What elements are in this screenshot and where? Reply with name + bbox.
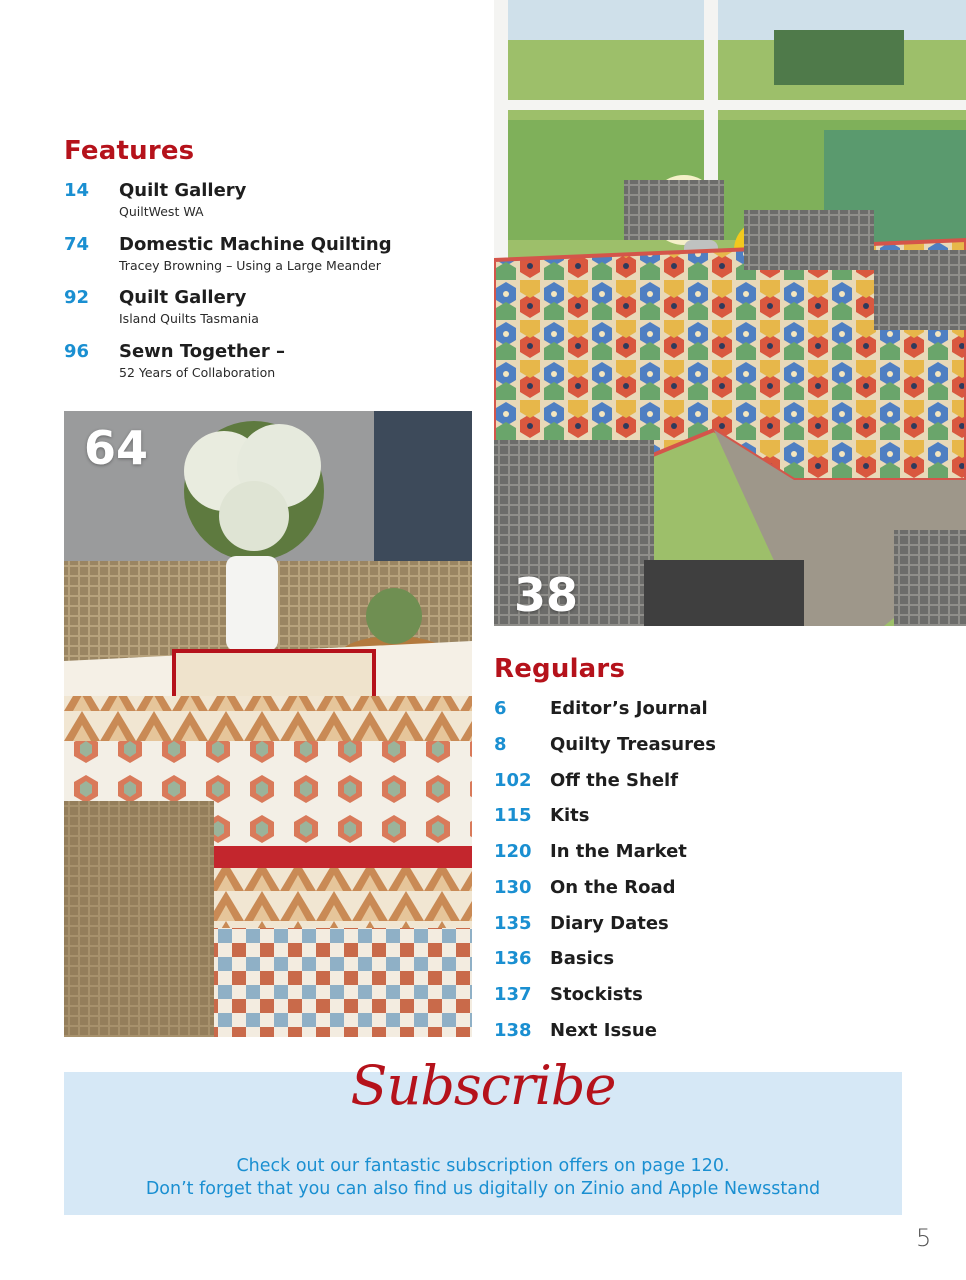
regulars-heading: Regulars — [494, 654, 626, 684]
feature-title: Quilt Gallery — [119, 180, 247, 201]
regular-title: Editor’s Journal — [550, 698, 708, 719]
regular-page-number: 115 — [494, 805, 532, 826]
regular-item[interactable] — [494, 948, 824, 974]
regular-title: Basics — [550, 948, 615, 969]
quilt-photo-64[interactable] — [64, 411, 472, 1037]
feature-page-number: 92 — [64, 287, 90, 308]
quilt-photo-38-image — [494, 0, 966, 626]
feature-title: Domestic Machine Quilting — [119, 234, 392, 255]
regular-title: Quilty Treasures — [550, 734, 716, 755]
quilt-photo-64-image — [64, 411, 472, 1037]
regular-title: In the Market — [550, 841, 687, 862]
subscribe-heading: Subscribe — [350, 1054, 616, 1117]
regular-item[interactable] — [494, 841, 824, 867]
regular-page-number: 130 — [494, 877, 532, 898]
regular-title: On the Road — [550, 877, 676, 898]
regular-item[interactable] — [494, 877, 824, 903]
regular-item[interactable] — [494, 770, 824, 796]
subscribe-digital-text: Don’t forget that you can also find us digitally on Zinio and Apple Newsstand — [145, 1179, 821, 1199]
regular-item[interactable] — [494, 698, 824, 724]
regular-title: Diary Dates — [550, 913, 669, 934]
feature-page-number: 96 — [64, 341, 90, 362]
feature-title: Quilt Gallery — [119, 287, 247, 308]
regular-title: Off the Shelf — [550, 770, 679, 791]
regular-page-number: 6 — [494, 698, 507, 719]
regular-item[interactable] — [494, 734, 824, 760]
feature-page-number: 74 — [64, 234, 90, 255]
regular-page-number: 137 — [494, 984, 532, 1005]
regular-item[interactable] — [494, 984, 824, 1010]
features-heading: Features — [64, 136, 195, 166]
page-number: 5 — [916, 1224, 932, 1252]
regular-item[interactable] — [494, 913, 824, 939]
quilt-photo-38[interactable] — [494, 0, 966, 626]
feature-page-number: 14 — [64, 180, 90, 201]
subscribe-banner[interactable] — [64, 1054, 902, 1215]
feature-subtitle: Tracey Browning – Using a Large Meander — [119, 258, 381, 273]
regular-item[interactable] — [494, 1020, 824, 1046]
feature-subtitle: 52 Years of Collaboration — [119, 365, 276, 380]
regular-page-number: 120 — [494, 841, 532, 862]
regular-page-number: 102 — [494, 770, 532, 791]
feature-title: Sewn Together – — [119, 341, 285, 362]
photo-page-number-64: 64 — [84, 421, 149, 475]
regular-title: Next Issue — [550, 1020, 657, 1041]
feature-subtitle: QuiltWest WA — [119, 204, 204, 219]
regular-item[interactable] — [494, 805, 824, 831]
regular-title: Kits — [550, 805, 590, 826]
regular-page-number: 8 — [494, 734, 507, 755]
regular-page-number: 135 — [494, 913, 532, 934]
regular-page-number: 138 — [494, 1020, 532, 1041]
subscribe-offer-text: Check out our fantastic subscription offers on page 120. — [236, 1156, 730, 1176]
regular-page-number: 136 — [494, 948, 532, 969]
feature-subtitle: Island Quilts Tasmania — [119, 311, 259, 326]
photo-page-number-38: 38 — [514, 568, 579, 622]
regular-title: Stockists — [550, 984, 643, 1005]
